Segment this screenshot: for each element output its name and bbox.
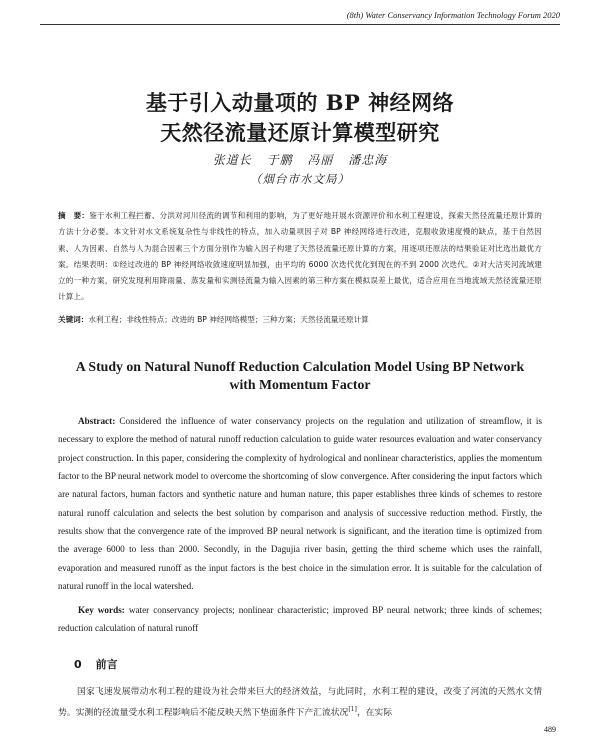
keywords-cn [58, 313, 542, 327]
keywords-cn-text: 水利工程；非线性特点；改进的 BP 神经网络模型；三种方案；天然径流量还原计算 [88, 315, 369, 324]
title-en-line1: A Study on Natural Nunoff Reduction Calculation Model Using BP Network [75, 359, 525, 374]
title-en [30, 358, 570, 394]
section-heading-intro [74, 656, 118, 672]
keywords-en-label: Key words: [78, 605, 125, 615]
section-number: 0 [74, 658, 82, 671]
abstract-en-label: Abstract: [78, 416, 116, 426]
authors-cn: 张道长 于鹏 冯丽 潘忠海 [212, 153, 388, 167]
affiliation-cn: （烟台市水文局） [250, 172, 350, 186]
abstract-cn-text: 鉴于水利工程拦蓄、分洪对河川径流的调节和利用的影响，为了更好地开展水资源评价和水利工程建设，探索天然径流量还原计算的方法十分必要。本文针对水文系统复杂性与非线性的特点，加入动量项因子对 BP 神经网络进行改进，克服收敛速度慢的缺点，基于自然因素、人为因素、自然与人为混合因素三个方面分别作为输入因子构建了天然径流量还原计算的方案，用逐项还原法的结果验证对比选出最优方案。结果表明：①经过改进的 BP 神经网络收敛速度明显加强，由平均的 6000 次迭代优化到现在的不到 2000 次迭代。②对大沽夹河流域建立的一种方案，研究发现利用降雨量、蒸发量和实测径流量为输入因素的第三种方案在模拟误差上最优，适合应用在当地流域天然径流量还原计算上。 [58, 211, 542, 302]
abstract-en-text: Considered the influence of water conservancy projects on the regulation and utilization of streamflow, it is necessary to explore the method of natural runoff reduction calculation to guide water resources evaluation and water conservancy project construction. In this paper, considering the complexity of hydrological and nonlinear characteristics, applies the momentum factor to the BP neural network model to overcome the shortcoming of slow convergence. After considering the input factors which are natural factors, human factors and synthetic nature and human nature, this paper establishes three kinds of schemes to restore natural runoff calculation and selects the best solution by comparison and analysis of successive reduction method. Firstly, the results show that the convergence rate of the improved BP neural network is significant, and the iteration time is optimized from the average 6000 to less than 2000. Secondly, in the Dagujia river basin, getting the third scheme which uses the rainfall, evaporation and measured runoff as the input factors is the best choice in the simulation error. It is suitable for the calculation of natural runoff in the local watershed. [58, 416, 543, 592]
running-header [40, 6, 560, 25]
title-cn-line2: 天然径流量还原计算模型研究 [160, 120, 440, 145]
body-paragraph-intro [58, 683, 542, 722]
abstract-cn [58, 208, 542, 306]
body-text-before-ref: 国家飞速发展带动水利工程的建设为社会带来巨大的经济效益，与此同时，水利工程的建设，改变了河流的天然水文情势。实测的径流量受水利工程影响后不能反映天然下垫面条件下产汇流状况 [58, 687, 542, 718]
title-en-line2: with Momentum Factor [229, 377, 371, 392]
keywords-cn-label: 关键词： [58, 315, 89, 324]
page-number: 489 [544, 725, 556, 734]
keywords-en-text: water conservancy projects; nonlinear characteristic; improved BP neural network; three kinds of schemes; reduction calculation of natural runoff [58, 605, 542, 634]
running-header-title: (8th) Water Conservancy Information Technology Forum 2020 [346, 10, 560, 20]
citation-ref[interactable]: [1] [348, 706, 357, 713]
body-text-after-ref: ，在实际 [356, 707, 393, 718]
abstract-en [58, 412, 542, 595]
title-cn-line1: 基于引入动量项的 BP 神经网络 [145, 90, 455, 115]
keywords-en [58, 601, 542, 638]
section-title: 前言 [95, 658, 118, 671]
abstract-cn-label: 摘 要： [58, 211, 90, 220]
